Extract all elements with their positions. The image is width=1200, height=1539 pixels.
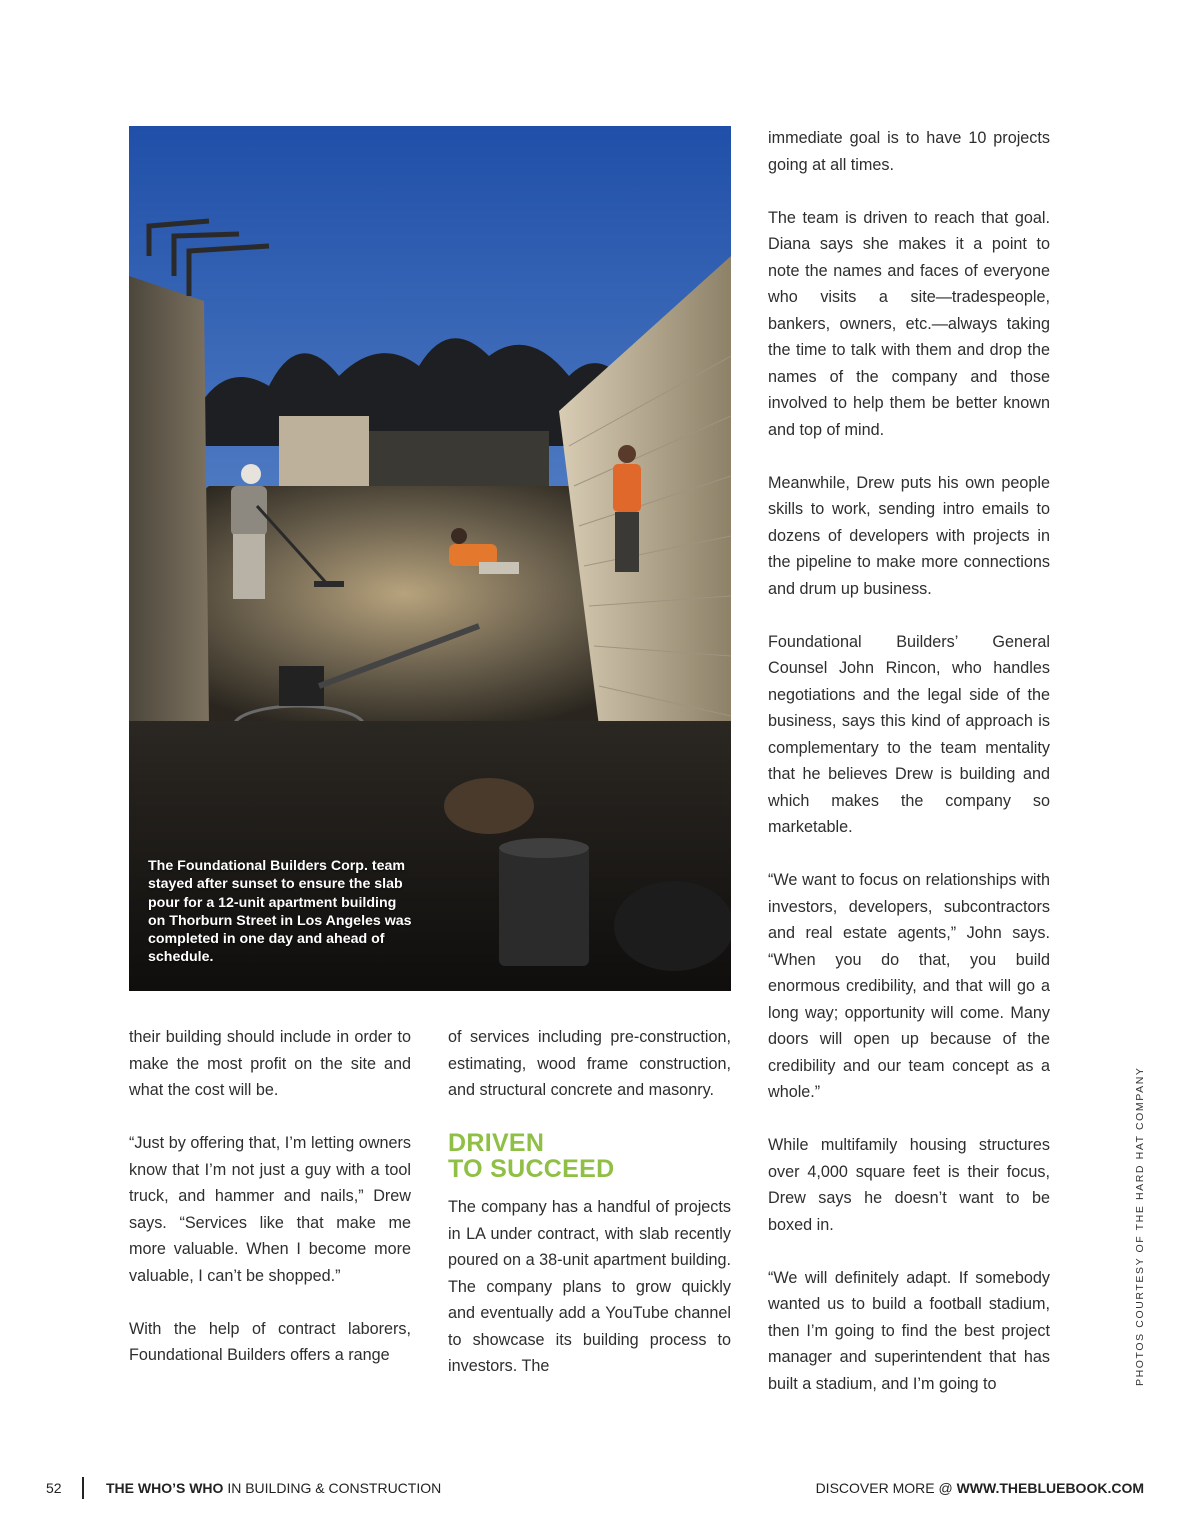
article-column-3: [768, 125, 1050, 1397]
publication-title-rest: IN BUILDING & CONSTRUCTION: [223, 1480, 442, 1496]
paragraph: The company has a handful of projects in LA under contract, with slab recently poured on a 38-unit apartment building. The company plans to grow quickly and eventually add a YouTube channel to showcase its building process to investors. The: [448, 1198, 731, 1375]
website-link[interactable]: WWW.THEBLUEBOOK.COM: [956, 1480, 1144, 1496]
paragraph: “Just by offering that, I’m letting owners know that I’m not just a guy with a tool truck, and hammer and nails,” Drew says. “Services like that make me more valuable. When I become more valuable, I can’t be shopped.”: [129, 1134, 411, 1285]
paragraph: While multifamily housing structures over 4,000 square feet is their focus, Drew says he doesn’t want to be boxed in.: [768, 1136, 1050, 1234]
paragraph: The team is driven to reach that goal. Diana says she makes it a point to note the names and faces of everyone who visits a site—tradespeople, bankers, owners, etc.—always taking the time to talk with them and drop the names of the company and those involved to help them be better known and top of mind.: [768, 208, 1050, 439]
article-column-2: [448, 1024, 731, 1380]
paragraph: Foundational Builders’ General Counsel John Rincon, who handles negotiations and the legal side of the business, says this kind of approach is complementary to the team mentality that he believes Drew is building and which makes the company so marketable.: [768, 632, 1050, 836]
photo-credit: PHOTOS COURTESY OF THE HARD HAT COMPANY: [1134, 1066, 1146, 1386]
paragraph: With the help of contract laborers, Foundational Builders offers a range: [129, 1319, 411, 1364]
paragraph: “We will definitely adapt. If somebody wanted us to build a football stadium, then I’m going to find the best project manager and superintendent that has built a stadium, and I’m going to: [768, 1268, 1050, 1393]
discover-prefix: DISCOVER MORE @: [815, 1480, 957, 1496]
discover-more: [816, 1480, 1144, 1496]
page-footer: [0, 1475, 1200, 1501]
page-number: 52: [46, 1480, 62, 1496]
heading-line: TO SUCCEED: [448, 1155, 615, 1183]
paragraph: Meanwhile, Drew puts his own people skills to work, sending intro emails to dozens of developers with projects in the pipeline to make more connections and drum up business.: [768, 473, 1050, 598]
photo-caption: The Foundational Builders Corp. team stayed after sunset to ensure the slab pour for a 12-unit apartment building on Thorburn Street in Los Angeles was completed in one day and ahead of schedule.: [148, 858, 412, 966]
publication-title: [106, 1480, 441, 1496]
publication-title-bold: THE WHO’S WHO: [106, 1480, 224, 1496]
paragraph: immediate goal is to have 10 projects going at all times.: [768, 129, 1050, 174]
article-column-1: [129, 1024, 411, 1369]
section-heading: [448, 1130, 731, 1182]
heading-line: DRIVEN: [448, 1129, 545, 1157]
paragraph: their building should include in order to make the most profit on the site and what the cost will be.: [129, 1028, 411, 1099]
article-photo: [129, 126, 731, 991]
paragraph: of services including pre-construction, estimating, wood frame construction, and structural concrete and masonry.: [448, 1028, 731, 1099]
paragraph: “We want to focus on relationships with investors, developers, subcontractors and real estate agents,” John says. “When you do that, you build enormous credibility, and that will go a long way; opportunity will come. Many doors will open up because of the credibility and our team concept as a whole.”: [768, 871, 1050, 1101]
footer-divider: [82, 1477, 84, 1499]
